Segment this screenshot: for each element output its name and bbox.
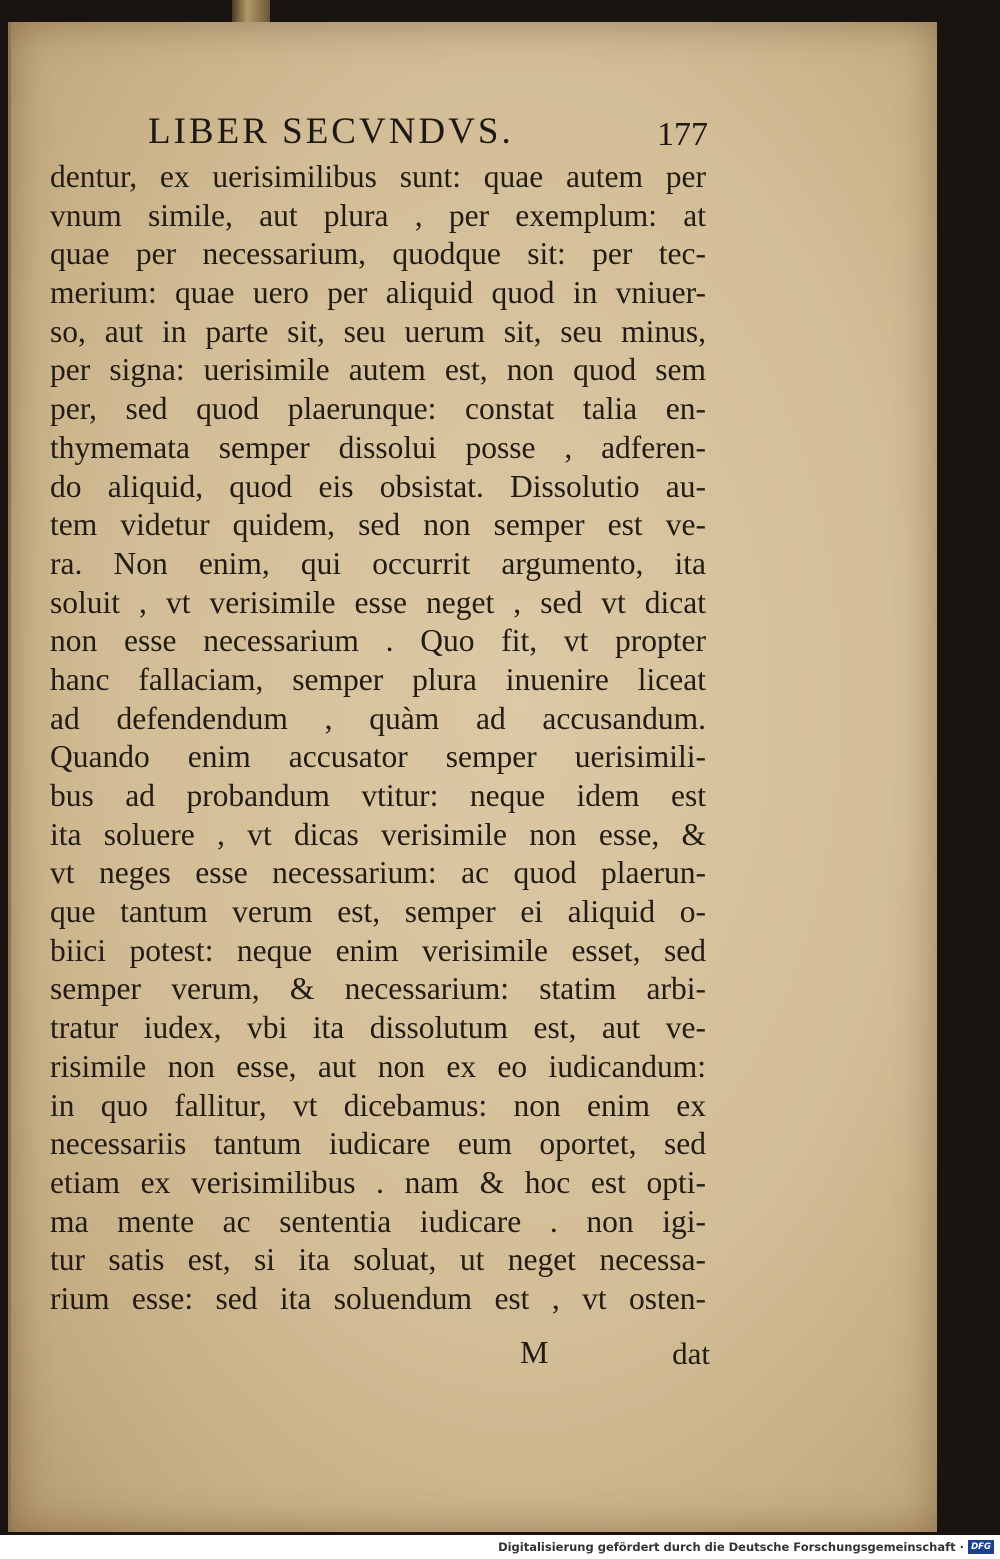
funding-credit: Digitalisierung gefördert durch die Deutsche Forschungsgemeinschaft ·: [498, 1540, 964, 1554]
text-line: ma mente ac sententia iudicare . non igi-: [50, 1203, 706, 1239]
text-line: rium esse: sed ita soluendum est , vt osten-: [50, 1280, 706, 1316]
text-line: vnum simile, aut plura , per exemplum: at: [50, 197, 706, 233]
text-line: hanc fallaciam, semper plura inuenire liceat: [50, 661, 706, 697]
running-head: LIBER SECVNDVS.: [148, 111, 514, 152]
text-line: soluit , vt verisimile esse neget , sed vt dicat: [50, 584, 706, 620]
text-line: Quando enim accusator semper uerisimili-: [50, 739, 706, 775]
text-line: ra. Non enim, qui occurrit argumento, ita: [50, 545, 706, 581]
text-line: que tantum verum est, semper ei aliquid o-: [50, 894, 706, 930]
text-line: non esse necessarium . Quo fit, vt propter: [50, 623, 706, 659]
text-line: thymemata semper dissolui posse , adferen-: [50, 429, 706, 465]
text-line: in quo fallitur, vt dicebamus: non enim ex: [50, 1087, 706, 1123]
binding-strip: [232, 0, 270, 24]
dfg-logo: DFG: [968, 1540, 994, 1554]
text-line: do aliquid, quod eis obsistat. Dissolutio au-: [50, 468, 706, 504]
text-line: quae per necessarium, quodque sit: per tec-: [50, 236, 706, 272]
catchline: [520, 1334, 710, 1374]
signature-mark: M: [520, 1334, 549, 1370]
text-line: semper verum, & necessarium: statim arbi-: [50, 971, 706, 1007]
text-line: dentur, ex uerisimilibus sunt: quae autem per: [50, 159, 706, 194]
page-number: 177: [657, 116, 708, 153]
text-line: ad defendendum , quàm ad accusandum.: [50, 700, 706, 736]
body-text: [50, 158, 706, 1319]
text-line: per, sed quod plaerunque: constat talia en-: [50, 391, 706, 427]
text-line: etiam ex verisimilibus . nam & hoc est opti-: [50, 1164, 706, 1200]
text-line: tem videtur quidem, sed non semper est ve-: [50, 507, 706, 543]
text-line: risimile non esse, aut non ex eo iudicandum:: [50, 1048, 706, 1084]
page-header: [148, 110, 708, 162]
text-line: tratur iudex, vbi ita dissolutum est, aut ve-: [50, 1010, 706, 1046]
text-line: so, aut in parte sit, seu uerum sit, seu minus,: [50, 313, 706, 349]
text-line: merium: quae uero per aliquid quod in vniuer-: [50, 275, 706, 311]
text-line: biici potest: neque enim verisimile esset, sed: [50, 932, 706, 968]
text-line: necessariis tantum iudicare eum oportet, sed: [50, 1126, 706, 1162]
text-line: per signa: uerisimile autem est, non quod sem: [50, 352, 706, 388]
text-line: ita soluere , vt dicas verisimile non esse, &: [50, 816, 706, 852]
catchword: dat: [672, 1336, 710, 1371]
text-line: bus ad probandum vtitur: neque idem est: [50, 778, 706, 813]
footer-bar: [0, 1535, 1000, 1559]
text-line: tur satis est, si ita soluat, ut neget necessa-: [50, 1242, 706, 1278]
text-line: vt neges esse necessarium: ac quod plaerun-: [50, 855, 706, 891]
